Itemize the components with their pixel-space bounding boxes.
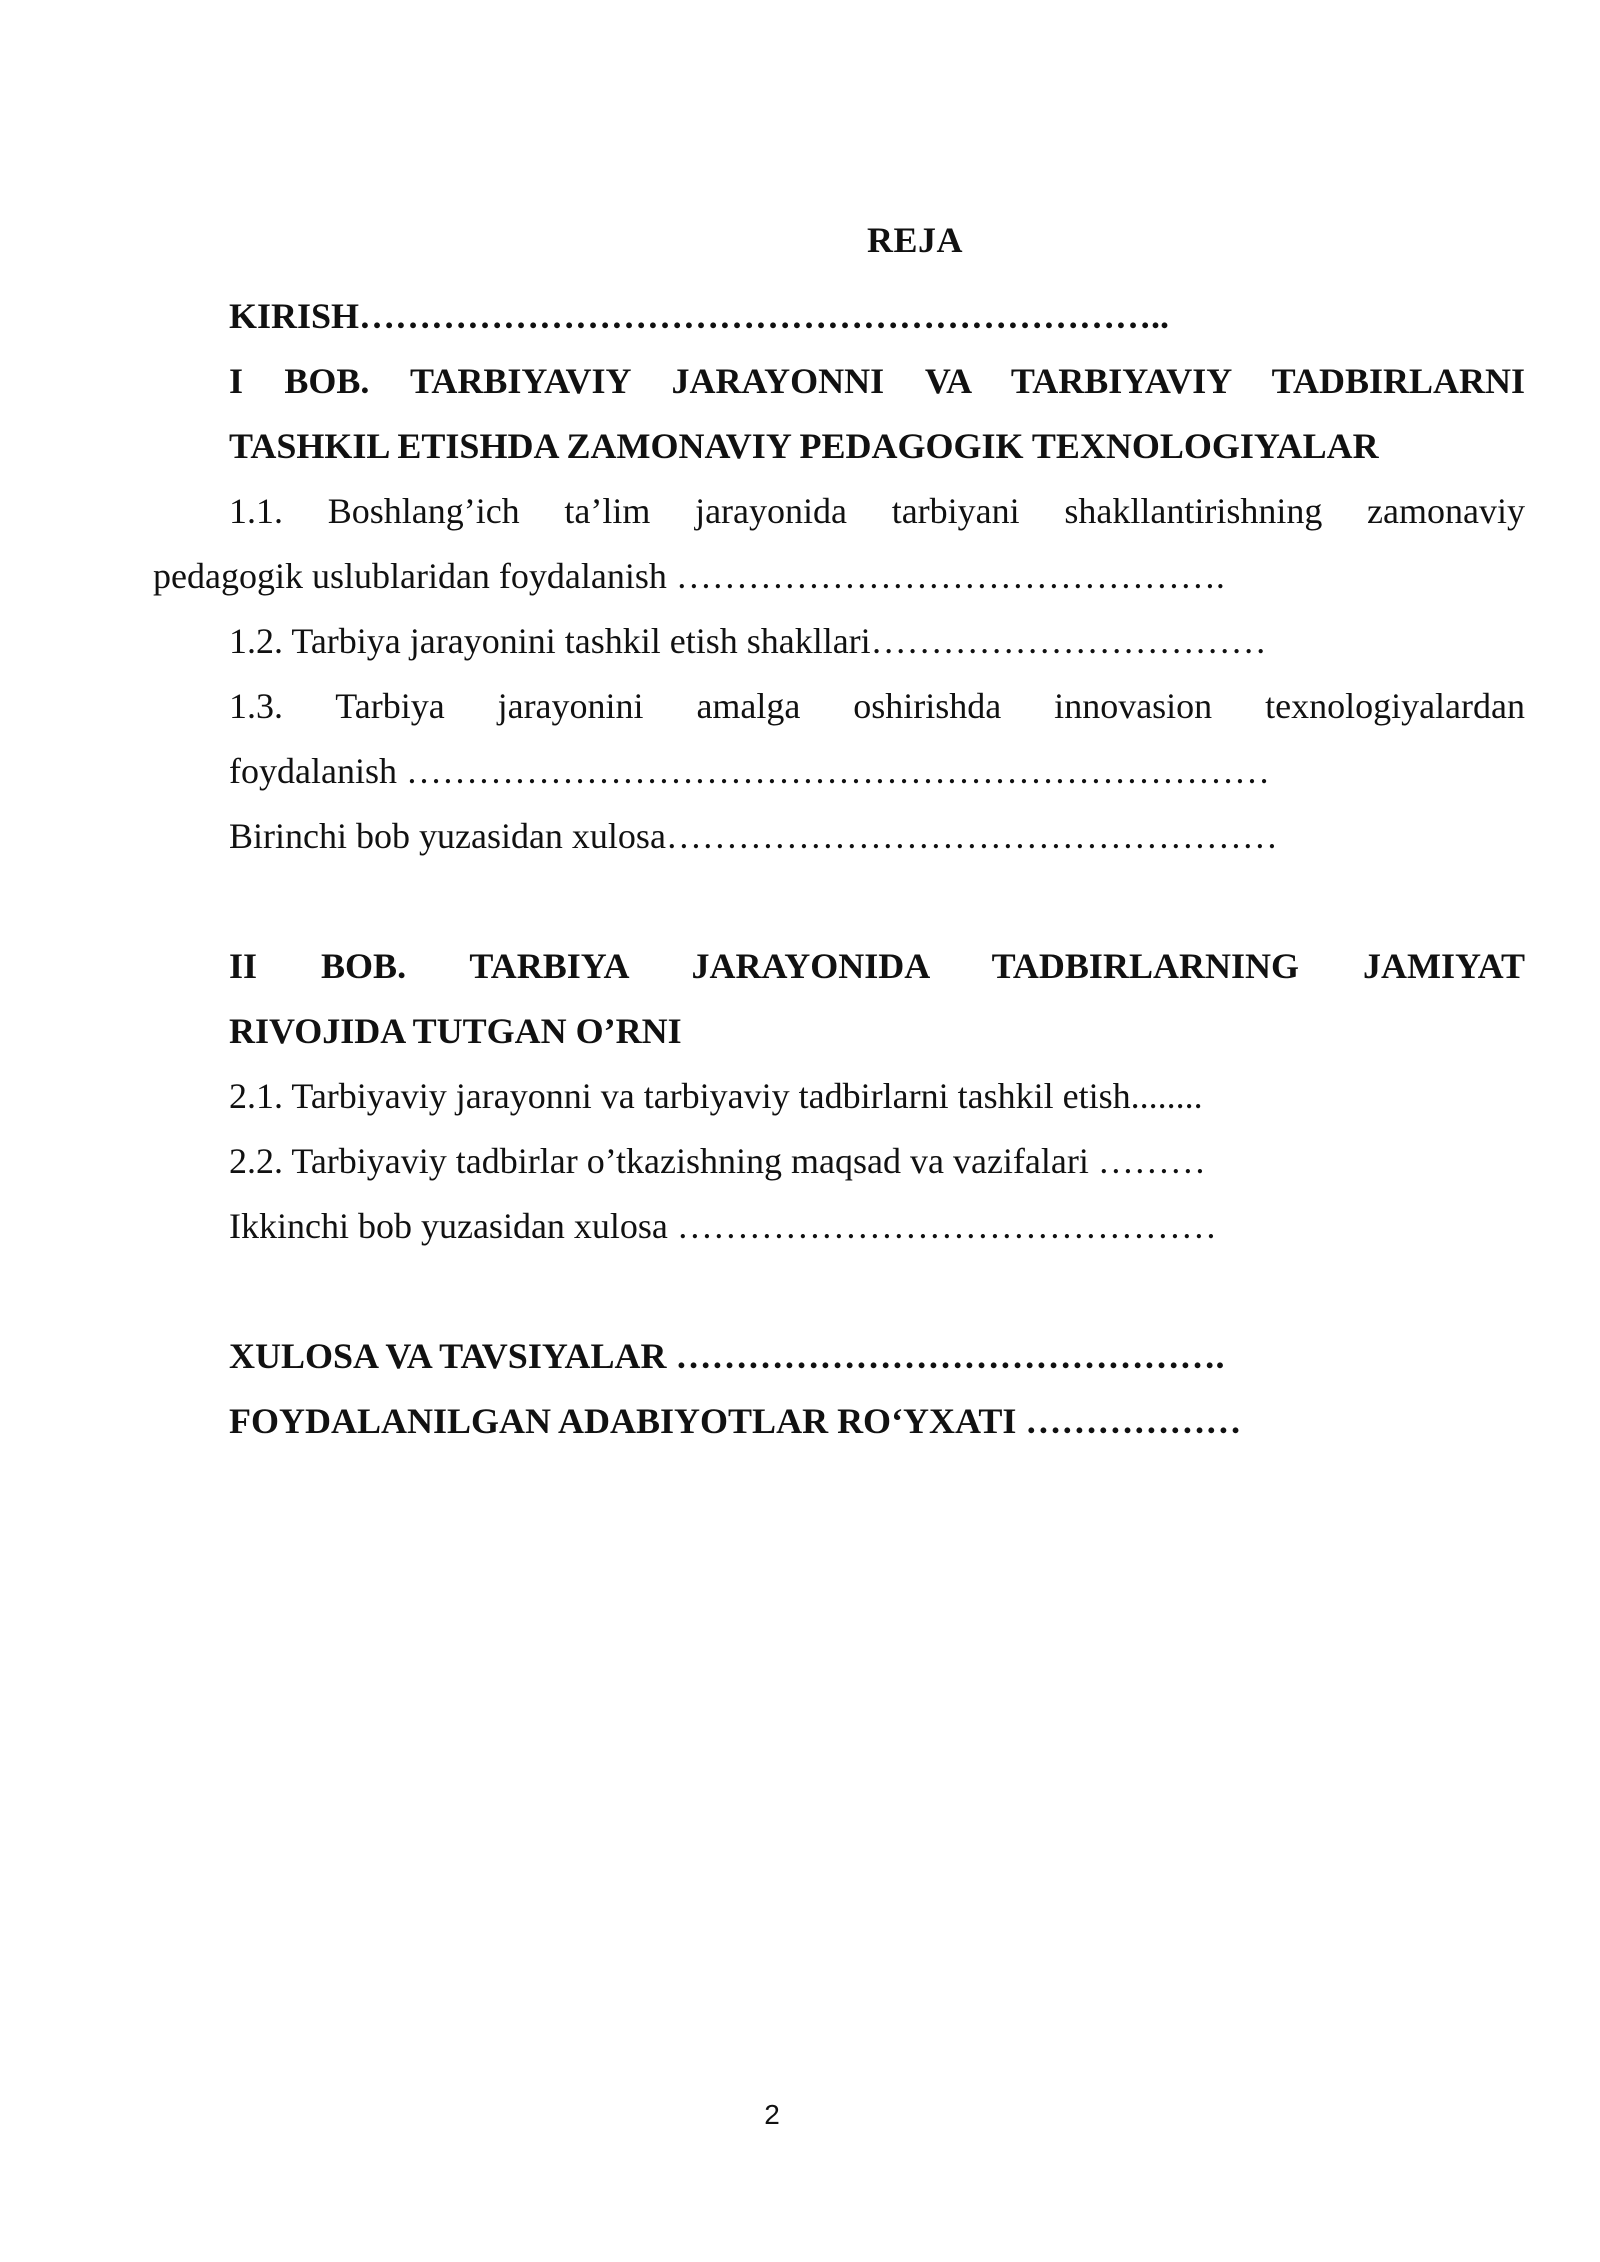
section-spacer xyxy=(229,869,1525,934)
toc-section-1-2: 1.2. Tarbiya jarayonini tashkil etish shakllari…………………………… xyxy=(229,621,1267,661)
toc-chapter-1-title-line-2: TASHKIL ETISHDA ZAMONAVIY PEDAGOGIK TEXNOLOGIYALAR xyxy=(229,426,1379,466)
toc-section-1-1-line-1: 1.1. Boshlang’ich ta’lim jarayonida tarbiyani shakllantirishning zamonaviy xyxy=(229,491,1525,531)
toc-chapter-2-title-line-1: II BOB. TARBIYA JARAYONIDA TADBIRLARNING JAMIYAT xyxy=(229,946,1525,986)
toc-introduction: KIRISH………………………………………………………….. xyxy=(229,296,1170,336)
toc-chapter-2-title-line-2: RIVOJIDA TUTGAN O’RNI xyxy=(229,1011,682,1051)
toc-chapter-1-conclusion: Birinchi bob yuzasidan xulosa…………………………………………… xyxy=(229,816,1278,856)
page-title: REJA xyxy=(866,220,963,260)
toc-bibliography-text: FOYDALANILGAN ADABIYOTLAR RO‘YXATI ……………… xyxy=(229,1401,1242,1441)
section-spacer xyxy=(229,1259,1525,1324)
toc-chapter-2-conclusion: Ikkinchi bob yuzasidan xulosa ……………………………………… xyxy=(229,1206,1217,1246)
toc-chapter-1-title-line-1: I BOB. TARBIYAVIY JARAYONNI VA TARBIYAVIY TADBIRLARNI xyxy=(229,361,1525,401)
toc-section-2-1: 2.1. Tarbiyaviy jarayonni va tarbiyaviy tadbirlarni tashkil etish........ xyxy=(229,1076,1203,1116)
toc-section-1-3-line-1: 1.3. Tarbiya jarayonini amalga oshirishda innovasion texnologiyalardan xyxy=(229,686,1525,726)
toc-recommendations xyxy=(229,1324,1525,1389)
toc-section-1-3-line-2: foydalanish ……………………………………………………………… xyxy=(229,751,1270,791)
toc-section-2-2: 2.2. Tarbiyaviy tadbirlar o’tkazishning maqsad va vazifalari ……… xyxy=(229,1141,1206,1181)
toc-recommendations-text: XULOSA VA TAVSIYALAR ………………………………………. xyxy=(229,1336,1225,1376)
toc-section-1-1-line-2: pedagogik uslublaridan foydalanish ………………………………………. xyxy=(153,556,1225,596)
toc-bibliography xyxy=(229,1389,1525,1454)
table-of-contents xyxy=(153,284,1525,1454)
page-number: 2 xyxy=(764,2099,780,2130)
